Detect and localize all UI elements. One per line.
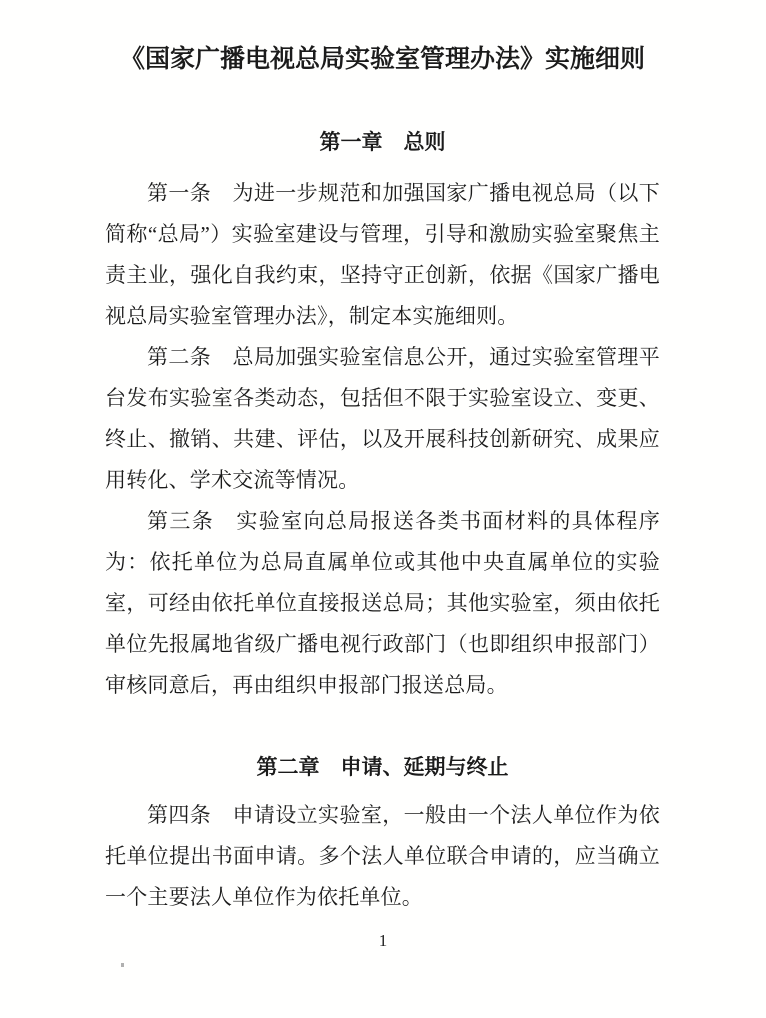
scan-speck (121, 963, 124, 967)
document-title: 《国家广播电视总局实验室管理办法》实施细则 (119, 46, 645, 73)
page-number: 1 (378, 931, 388, 950)
article-4-paragraph: 第四条 申请设立实验室，一般由一个法人单位作为依托单位提出书面申请。多个法人单位联合申请的，应当确立一个主要法人单位作为依托单位。 (105, 803, 660, 909)
chapter-1-heading: 第一章 总则 (319, 131, 446, 154)
article-1-paragraph: 第一条 为进一步规范和加强国家广播电视总局（以下简称“总局”）实验室建设与管理，引导和激励实验室聚焦主责主业，强化自我约束，坚持守正创新，依据《国家广播电视总局实验室管理办法》，制定本实施细则。 (105, 181, 660, 328)
chapter-2-heading: 第二章 申请、延期与终止 (256, 756, 509, 779)
article-2-paragraph: 第二条 总局加强实验室信息公开，通过实验室管理平台发布实验室各类动态，包括但不限于实验室设立、变更、终止、撤销、共建、评估，以及开展科技创新研究、成果应用转化、学术交流等情况。 (105, 345, 660, 492)
article-3-paragraph: 第三条 实验室向总局报送各类书面材料的具体程序为：依托单位为总局直属单位或其他中央直属单位的实验室，可经由依托单位直接报送总局；其他实验室，须由依托单位先报属地省级广播电视行政部门（也即组织申报部门）审核同意后，再由组织申报部门报送总局。 (105, 509, 660, 697)
